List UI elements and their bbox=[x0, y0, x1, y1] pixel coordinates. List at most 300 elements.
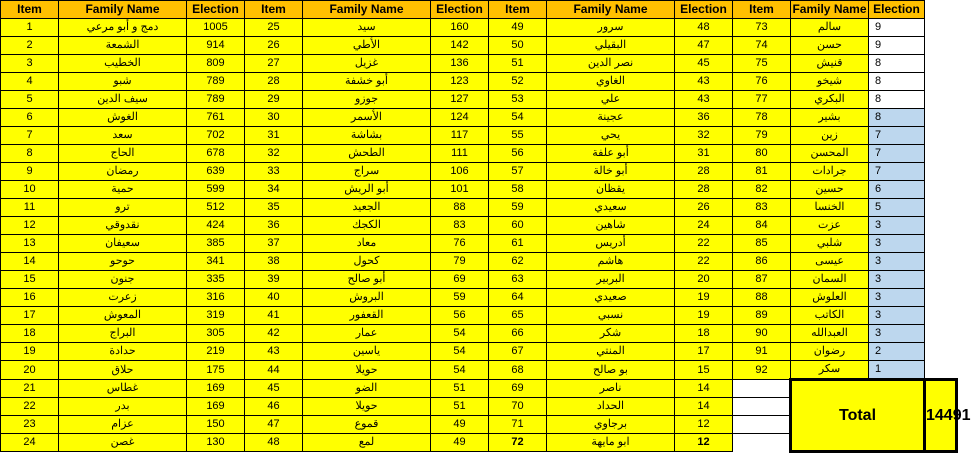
item-cell[interactable]: 84 bbox=[733, 217, 791, 235]
family-name-cell[interactable]: نصر الدين bbox=[547, 55, 675, 73]
item-cell[interactable]: 55 bbox=[489, 127, 547, 145]
election-cell[interactable]: 22 bbox=[675, 253, 733, 271]
family-name-cell[interactable]: سالم bbox=[791, 19, 869, 37]
election-cell[interactable]: 6 bbox=[869, 181, 925, 199]
family-name-cell[interactable]: برجاوي bbox=[547, 416, 675, 434]
family-name-cell[interactable]: سكر bbox=[791, 361, 869, 380]
item-cell[interactable]: 47 bbox=[245, 416, 303, 434]
item-cell[interactable]: 29 bbox=[245, 91, 303, 109]
family-name-cell[interactable]: أبو خالة bbox=[547, 163, 675, 181]
item-cell[interactable]: 62 bbox=[489, 253, 547, 271]
family-name-cell[interactable]: الضو bbox=[303, 380, 431, 398]
election-cell[interactable]: 7 bbox=[869, 127, 925, 145]
family-name-cell[interactable]: الطحش bbox=[303, 145, 431, 163]
election-cell[interactable]: 809 bbox=[187, 55, 245, 73]
election-cell[interactable]: 341 bbox=[187, 253, 245, 271]
item-cell[interactable]: 75 bbox=[733, 55, 791, 73]
election-cell[interactable]: 335 bbox=[187, 271, 245, 289]
election-cell[interactable]: 761 bbox=[187, 109, 245, 127]
family-name-cell[interactable]: العلوش bbox=[791, 289, 869, 307]
election-cell[interactable]: 7 bbox=[869, 145, 925, 163]
item-cell[interactable]: 49 bbox=[489, 19, 547, 37]
election-cell[interactable]: 169 bbox=[187, 398, 245, 416]
item-cell[interactable]: 56 bbox=[489, 145, 547, 163]
family-name-cell[interactable]: جوزو bbox=[303, 91, 431, 109]
election-cell[interactable]: 9 bbox=[869, 19, 925, 37]
election-cell[interactable]: 54 bbox=[431, 343, 489, 361]
family-name-cell[interactable]: حسن bbox=[791, 37, 869, 55]
item-cell[interactable]: 13 bbox=[1, 235, 59, 253]
election-cell[interactable]: 54 bbox=[431, 325, 489, 343]
item-cell[interactable]: 7 bbox=[1, 127, 59, 145]
item-cell[interactable]: 92 bbox=[733, 361, 791, 380]
family-name-cell[interactable]: غزيل bbox=[303, 55, 431, 73]
election-cell[interactable]: 12 bbox=[675, 434, 733, 452]
item-cell[interactable]: 16 bbox=[1, 289, 59, 307]
family-name-cell[interactable]: حوحو bbox=[59, 253, 187, 271]
item-cell[interactable]: 76 bbox=[733, 73, 791, 91]
election-cell[interactable]: 678 bbox=[187, 145, 245, 163]
family-name-cell[interactable]: علي bbox=[547, 91, 675, 109]
family-name-cell[interactable]: أبو صالح bbox=[303, 271, 431, 289]
election-cell[interactable]: 124 bbox=[431, 109, 489, 127]
item-cell[interactable]: 15 bbox=[1, 271, 59, 289]
family-name-cell[interactable]: معاد bbox=[303, 235, 431, 253]
election-cell[interactable]: 49 bbox=[431, 416, 489, 434]
election-cell[interactable]: 106 bbox=[431, 163, 489, 181]
election-cell[interactable]: 8 bbox=[869, 91, 925, 109]
election-cell[interactable]: 31 bbox=[675, 145, 733, 163]
table-row bbox=[1, 127, 957, 145]
item-cell[interactable]: 64 bbox=[489, 289, 547, 307]
family-name-cell[interactable]: رمضان bbox=[59, 163, 187, 181]
family-name-cell[interactable]: الأطي bbox=[303, 37, 431, 55]
item-cell[interactable]: 67 bbox=[489, 343, 547, 361]
election-cell[interactable]: 175 bbox=[187, 361, 245, 380]
column-header[interactable]: Item bbox=[1, 1, 59, 19]
election-cell[interactable]: 8 bbox=[869, 109, 925, 127]
item-cell[interactable]: 5 bbox=[1, 91, 59, 109]
column-header[interactable]: Family Name bbox=[547, 1, 675, 19]
election-cell[interactable]: 127 bbox=[431, 91, 489, 109]
family-name-cell[interactable]: ناصر bbox=[547, 380, 675, 398]
election-cell[interactable]: 424 bbox=[187, 217, 245, 235]
family-name-cell[interactable]: لمع bbox=[303, 434, 431, 452]
table-row bbox=[1, 181, 957, 199]
election-cell[interactable]: 49 bbox=[431, 434, 489, 452]
family-name-cell[interactable]: نسبي bbox=[547, 307, 675, 325]
family-name-cell[interactable]: سعد bbox=[59, 127, 187, 145]
election-cell[interactable]: 319 bbox=[187, 307, 245, 325]
column-header[interactable]: Family Name bbox=[303, 1, 431, 19]
item-cell[interactable]: 81 bbox=[733, 163, 791, 181]
family-name-cell[interactable]: الغاوي bbox=[547, 73, 675, 91]
family-name-cell[interactable]: شلبي bbox=[791, 235, 869, 253]
election-cell[interactable]: 59 bbox=[431, 289, 489, 307]
table-row bbox=[1, 235, 957, 253]
family-name-cell[interactable]: شيخو bbox=[791, 73, 869, 91]
family-name-cell[interactable]: عزام bbox=[59, 416, 187, 434]
election-cell[interactable]: 914 bbox=[187, 37, 245, 55]
item-cell[interactable]: 86 bbox=[733, 253, 791, 271]
family-name-cell[interactable]: بو صالح bbox=[547, 361, 675, 380]
election-cell[interactable]: 19 bbox=[675, 289, 733, 307]
header-row bbox=[1, 1, 957, 19]
election-cell[interactable]: 22 bbox=[675, 235, 733, 253]
item-cell[interactable]: 17 bbox=[1, 307, 59, 325]
election-cell[interactable]: 17 bbox=[675, 343, 733, 361]
item-cell[interactable]: 71 bbox=[489, 416, 547, 434]
table-row bbox=[1, 361, 957, 380]
election-cell[interactable]: 9 bbox=[869, 37, 925, 55]
family-name-cell[interactable]: هاشم bbox=[547, 253, 675, 271]
item-cell[interactable]: 28 bbox=[245, 73, 303, 91]
family-name-cell[interactable]: ترو bbox=[59, 199, 187, 217]
election-cell[interactable]: 48 bbox=[675, 19, 733, 37]
item-cell[interactable]: 19 bbox=[1, 343, 59, 361]
family-name-cell[interactable]: الغوش bbox=[59, 109, 187, 127]
family-name-cell[interactable]: يقظان bbox=[547, 181, 675, 199]
table-row bbox=[1, 199, 957, 217]
item-cell[interactable]: 37 bbox=[245, 235, 303, 253]
family-name-cell[interactable]: الخنسا bbox=[791, 199, 869, 217]
item-cell[interactable]: 30 bbox=[245, 109, 303, 127]
family-name-cell[interactable]: بدر bbox=[59, 398, 187, 416]
table-row bbox=[1, 145, 957, 163]
family-name-cell[interactable]: غطاس bbox=[59, 380, 187, 398]
family-name-cell[interactable]: الحاج bbox=[59, 145, 187, 163]
item-cell[interactable]: 1 bbox=[1, 19, 59, 37]
column-header[interactable]: Family Name bbox=[791, 1, 869, 19]
election-cell[interactable]: 599 bbox=[187, 181, 245, 199]
election-cell[interactable]: 136 bbox=[431, 55, 489, 73]
family-name-cell[interactable]: سرور bbox=[547, 19, 675, 37]
election-cell[interactable]: 3 bbox=[869, 271, 925, 289]
item-cell[interactable]: 51 bbox=[489, 55, 547, 73]
item-cell[interactable]: 25 bbox=[245, 19, 303, 37]
item-cell[interactable]: 63 bbox=[489, 271, 547, 289]
family-name-cell[interactable]: حويلا bbox=[303, 398, 431, 416]
item-cell[interactable]: 65 bbox=[489, 307, 547, 325]
item-cell[interactable]: 82 bbox=[733, 181, 791, 199]
election-cell[interactable]: 43 bbox=[675, 91, 733, 109]
family-name-cell[interactable]: قنيش bbox=[791, 55, 869, 73]
family-name-cell[interactable]: جنون bbox=[59, 271, 187, 289]
election-cell[interactable]: 142 bbox=[431, 37, 489, 55]
column-header[interactable]: Item bbox=[489, 1, 547, 19]
family-name-cell[interactable]: المعوش bbox=[59, 307, 187, 325]
item-cell[interactable]: 59 bbox=[489, 199, 547, 217]
item-cell[interactable]: 27 bbox=[245, 55, 303, 73]
family-name-cell[interactable]: عمار bbox=[303, 325, 431, 343]
election-cell[interactable]: 219 bbox=[187, 343, 245, 361]
election-cell[interactable]: 7 bbox=[869, 163, 925, 181]
item-cell[interactable]: 88 bbox=[733, 289, 791, 307]
item-cell[interactable]: 23 bbox=[1, 416, 59, 434]
item-cell[interactable]: 24 bbox=[1, 434, 59, 452]
column-header[interactable]: Election bbox=[431, 1, 489, 19]
item-cell[interactable]: 8 bbox=[1, 145, 59, 163]
election-cell[interactable]: 789 bbox=[187, 91, 245, 109]
column-header[interactable]: Election bbox=[187, 1, 245, 19]
election-cell[interactable]: 19 bbox=[675, 307, 733, 325]
election-cell[interactable]: 1005 bbox=[187, 19, 245, 37]
item-cell[interactable]: 45 bbox=[245, 380, 303, 398]
family-name-cell[interactable]: بشاشة bbox=[303, 127, 431, 145]
item-cell[interactable]: 74 bbox=[733, 37, 791, 55]
family-name-cell[interactable]: السمان bbox=[791, 271, 869, 289]
family-name-cell[interactable]: شكر bbox=[547, 325, 675, 343]
election-cell[interactable]: 305 bbox=[187, 325, 245, 343]
item-cell[interactable]: 78 bbox=[733, 109, 791, 127]
item-cell[interactable]: 32 bbox=[245, 145, 303, 163]
election-cell[interactable]: 14 bbox=[675, 398, 733, 416]
election-cell[interactable]: 316 bbox=[187, 289, 245, 307]
family-name-cell[interactable]: كحول bbox=[303, 253, 431, 271]
item-cell[interactable]: 61 bbox=[489, 235, 547, 253]
election-cell[interactable]: 69 bbox=[431, 271, 489, 289]
election-cell[interactable]: 5 bbox=[869, 199, 925, 217]
election-cell[interactable]: 26 bbox=[675, 199, 733, 217]
item-cell[interactable]: 42 bbox=[245, 325, 303, 343]
item-cell[interactable]: 21 bbox=[1, 380, 59, 398]
family-name-cell[interactable]: سيف الدين bbox=[59, 91, 187, 109]
item-cell[interactable]: 60 bbox=[489, 217, 547, 235]
family-name-cell[interactable]: المنتي bbox=[547, 343, 675, 361]
family-name-cell[interactable]: ياسين bbox=[303, 343, 431, 361]
item-cell[interactable]: 3 bbox=[1, 55, 59, 73]
election-cell[interactable]: 702 bbox=[187, 127, 245, 145]
family-name-cell[interactable]: الجعيد bbox=[303, 199, 431, 217]
column-header[interactable]: Election bbox=[869, 1, 925, 19]
item-cell[interactable]: 14 bbox=[1, 253, 59, 271]
family-name-cell[interactable]: ابو مايهة bbox=[547, 434, 675, 452]
item-cell[interactable]: 70 bbox=[489, 398, 547, 416]
item-cell[interactable]: 11 bbox=[1, 199, 59, 217]
family-name-cell[interactable]: صعيدي bbox=[547, 289, 675, 307]
election-cell[interactable]: 79 bbox=[431, 253, 489, 271]
family-name-cell[interactable]: أبو علفة bbox=[547, 145, 675, 163]
family-name-cell[interactable]: حمية bbox=[59, 181, 187, 199]
election-cell[interactable]: 88 bbox=[431, 199, 489, 217]
family-name-cell[interactable]: عيسى bbox=[791, 253, 869, 271]
election-cell[interactable]: 36 bbox=[675, 109, 733, 127]
family-name-cell[interactable]: العبدالله bbox=[791, 325, 869, 343]
family-name-cell[interactable]: رضوان bbox=[791, 343, 869, 361]
family-name-cell[interactable]: الأسمر bbox=[303, 109, 431, 127]
family-name-cell[interactable]: حويلا bbox=[303, 361, 431, 380]
column-header[interactable]: Election bbox=[675, 1, 733, 19]
election-cell[interactable]: 150 bbox=[187, 416, 245, 434]
family-name-cell[interactable]: البربير bbox=[547, 271, 675, 289]
election-cell[interactable]: 3 bbox=[869, 289, 925, 307]
item-cell[interactable]: 83 bbox=[733, 199, 791, 217]
item-cell[interactable]: 34 bbox=[245, 181, 303, 199]
election-cell[interactable]: 51 bbox=[431, 380, 489, 398]
item-cell[interactable]: 52 bbox=[489, 73, 547, 91]
family-name-cell[interactable]: سراج bbox=[303, 163, 431, 181]
election-cell[interactable]: 18 bbox=[675, 325, 733, 343]
election-cell[interactable]: 3 bbox=[869, 253, 925, 271]
family-name-cell[interactable]: أبو الريش bbox=[303, 181, 431, 199]
item-cell[interactable]: 80 bbox=[733, 145, 791, 163]
item-cell[interactable]: 41 bbox=[245, 307, 303, 325]
item-cell[interactable]: 40 bbox=[245, 289, 303, 307]
item-cell[interactable]: 6 bbox=[1, 109, 59, 127]
family-name-cell[interactable]: الشمعة bbox=[59, 37, 187, 55]
family-name-cell[interactable]: شاهين bbox=[547, 217, 675, 235]
family-name-cell[interactable]: عجينة bbox=[547, 109, 675, 127]
item-cell[interactable]: 36 bbox=[245, 217, 303, 235]
election-cell[interactable]: 28 bbox=[675, 181, 733, 199]
item-cell[interactable]: 44 bbox=[245, 361, 303, 380]
election-cell[interactable]: 47 bbox=[675, 37, 733, 55]
election-cell[interactable]: 54 bbox=[431, 361, 489, 380]
election-cell[interactable]: 43 bbox=[675, 73, 733, 91]
election-cell[interactable]: 56 bbox=[431, 307, 489, 325]
item-cell[interactable]: 77 bbox=[733, 91, 791, 109]
family-name-cell[interactable]: القعفور bbox=[303, 307, 431, 325]
election-cell[interactable]: 20 bbox=[675, 271, 733, 289]
item-cell[interactable]: 43 bbox=[245, 343, 303, 361]
election-cell[interactable]: 76 bbox=[431, 235, 489, 253]
family-name-cell[interactable]: زعرت bbox=[59, 289, 187, 307]
family-name-cell[interactable]: غصن bbox=[59, 434, 187, 452]
item-cell[interactable]: 46 bbox=[245, 398, 303, 416]
family-name-cell[interactable]: سعيفان bbox=[59, 235, 187, 253]
family-name-cell[interactable]: الكاتب bbox=[791, 307, 869, 325]
election-cell[interactable]: 8 bbox=[869, 55, 925, 73]
election-cell[interactable]: 101 bbox=[431, 181, 489, 199]
item-cell[interactable]: 18 bbox=[1, 325, 59, 343]
family-name-cell[interactable]: سعيدي bbox=[547, 199, 675, 217]
election-cell[interactable]: 117 bbox=[431, 127, 489, 145]
total-label: Total bbox=[791, 380, 925, 452]
family-name-cell[interactable]: المحسن bbox=[791, 145, 869, 163]
table-row bbox=[1, 253, 957, 271]
column-header[interactable]: Family Name bbox=[59, 1, 187, 19]
family-name-cell[interactable]: حدادة bbox=[59, 343, 187, 361]
table-row bbox=[1, 289, 957, 307]
election-cell[interactable]: 512 bbox=[187, 199, 245, 217]
item-cell[interactable]: 39 bbox=[245, 271, 303, 289]
family-name-cell[interactable]: يحي bbox=[547, 127, 675, 145]
item-cell[interactable]: 66 bbox=[489, 325, 547, 343]
item-cell[interactable]: 68 bbox=[489, 361, 547, 380]
item-cell[interactable]: 48 bbox=[245, 434, 303, 452]
election-cell[interactable]: 8 bbox=[869, 73, 925, 91]
election-cell[interactable]: 123 bbox=[431, 73, 489, 91]
election-cell[interactable]: 3 bbox=[869, 325, 925, 343]
table-row bbox=[1, 91, 957, 109]
item-cell[interactable]: 35 bbox=[245, 199, 303, 217]
election-cell[interactable]: 51 bbox=[431, 398, 489, 416]
family-name-cell[interactable]: قموع bbox=[303, 416, 431, 434]
family-name-cell[interactable]: الكجك bbox=[303, 217, 431, 235]
election-cell[interactable]: 111 bbox=[431, 145, 489, 163]
election-cell[interactable]: 130 bbox=[187, 434, 245, 452]
election-cell[interactable]: 45 bbox=[675, 55, 733, 73]
election-cell[interactable]: 3 bbox=[869, 217, 925, 235]
election-cell[interactable]: 3 bbox=[869, 307, 925, 325]
column-header[interactable]: Item bbox=[733, 1, 791, 19]
item-cell[interactable]: 90 bbox=[733, 325, 791, 343]
family-name-cell[interactable]: حسين bbox=[791, 181, 869, 199]
family-name-cell[interactable]: البكري bbox=[791, 91, 869, 109]
election-cell[interactable]: 83 bbox=[431, 217, 489, 235]
item-cell[interactable]: 53 bbox=[489, 91, 547, 109]
election-cell[interactable]: 24 bbox=[675, 217, 733, 235]
item-cell[interactable]: 38 bbox=[245, 253, 303, 271]
family-name-cell[interactable]: الخطيب bbox=[59, 55, 187, 73]
family-name-cell[interactable]: زين bbox=[791, 127, 869, 145]
family-name-cell[interactable]: الحداد bbox=[547, 398, 675, 416]
election-cell[interactable]: 14 bbox=[675, 380, 733, 398]
item-cell[interactable]: 50 bbox=[489, 37, 547, 55]
item-cell[interactable]: 2 bbox=[1, 37, 59, 55]
family-name-cell[interactable]: عزت bbox=[791, 217, 869, 235]
item-cell[interactable]: 12 bbox=[1, 217, 59, 235]
family-name-cell[interactable]: البراج bbox=[59, 325, 187, 343]
election-cell[interactable]: 160 bbox=[431, 19, 489, 37]
item-cell[interactable]: 69 bbox=[489, 380, 547, 398]
family-name-cell[interactable]: البروش bbox=[303, 289, 431, 307]
election-cell[interactable]: 3 bbox=[869, 235, 925, 253]
election-cell[interactable]: 32 bbox=[675, 127, 733, 145]
election-cell[interactable]: 639 bbox=[187, 163, 245, 181]
item-cell[interactable]: 91 bbox=[733, 343, 791, 361]
election-cell[interactable]: 1 bbox=[869, 361, 925, 380]
item-cell[interactable]: 72 bbox=[489, 434, 547, 452]
item-cell[interactable]: 85 bbox=[733, 235, 791, 253]
item-cell[interactable]: 33 bbox=[245, 163, 303, 181]
election-cell[interactable]: 789 bbox=[187, 73, 245, 91]
family-name-cell[interactable]: البقيلي bbox=[547, 37, 675, 55]
family-name-cell[interactable]: دمج و أبو مرعي bbox=[59, 19, 187, 37]
family-name-cell[interactable]: جرادات bbox=[791, 163, 869, 181]
item-cell[interactable]: 9 bbox=[1, 163, 59, 181]
item-cell[interactable]: 89 bbox=[733, 307, 791, 325]
family-name-cell[interactable]: سيد bbox=[303, 19, 431, 37]
item-cell[interactable]: 31 bbox=[245, 127, 303, 145]
family-name-cell[interactable]: حلاق bbox=[59, 361, 187, 380]
election-cell[interactable]: 15 bbox=[675, 361, 733, 380]
family-name-cell[interactable]: نقدوقي bbox=[59, 217, 187, 235]
item-cell[interactable]: 22 bbox=[1, 398, 59, 416]
item-cell[interactable]: 10 bbox=[1, 181, 59, 199]
item-cell[interactable]: 54 bbox=[489, 109, 547, 127]
table-row bbox=[1, 109, 957, 127]
election-cell[interactable]: 169 bbox=[187, 380, 245, 398]
item-cell[interactable]: 26 bbox=[245, 37, 303, 55]
election-cell[interactable]: 28 bbox=[675, 163, 733, 181]
item-cell[interactable]: 73 bbox=[733, 19, 791, 37]
item-cell[interactable]: 57 bbox=[489, 163, 547, 181]
item-cell[interactable]: 87 bbox=[733, 271, 791, 289]
item-cell[interactable]: 4 bbox=[1, 73, 59, 91]
item-cell[interactable]: 79 bbox=[733, 127, 791, 145]
column-header[interactable]: Item bbox=[245, 1, 303, 19]
item-cell[interactable]: 58 bbox=[489, 181, 547, 199]
item-cell[interactable]: 20 bbox=[1, 361, 59, 380]
family-name-cell[interactable]: أبو خشفة bbox=[303, 73, 431, 91]
family-name-cell[interactable]: بشير bbox=[791, 109, 869, 127]
family-name-cell[interactable]: أدريس bbox=[547, 235, 675, 253]
election-cell[interactable]: 2 bbox=[869, 343, 925, 361]
family-name-cell[interactable]: شبو bbox=[59, 73, 187, 91]
election-cell[interactable]: 385 bbox=[187, 235, 245, 253]
election-cell[interactable]: 12 bbox=[675, 416, 733, 434]
